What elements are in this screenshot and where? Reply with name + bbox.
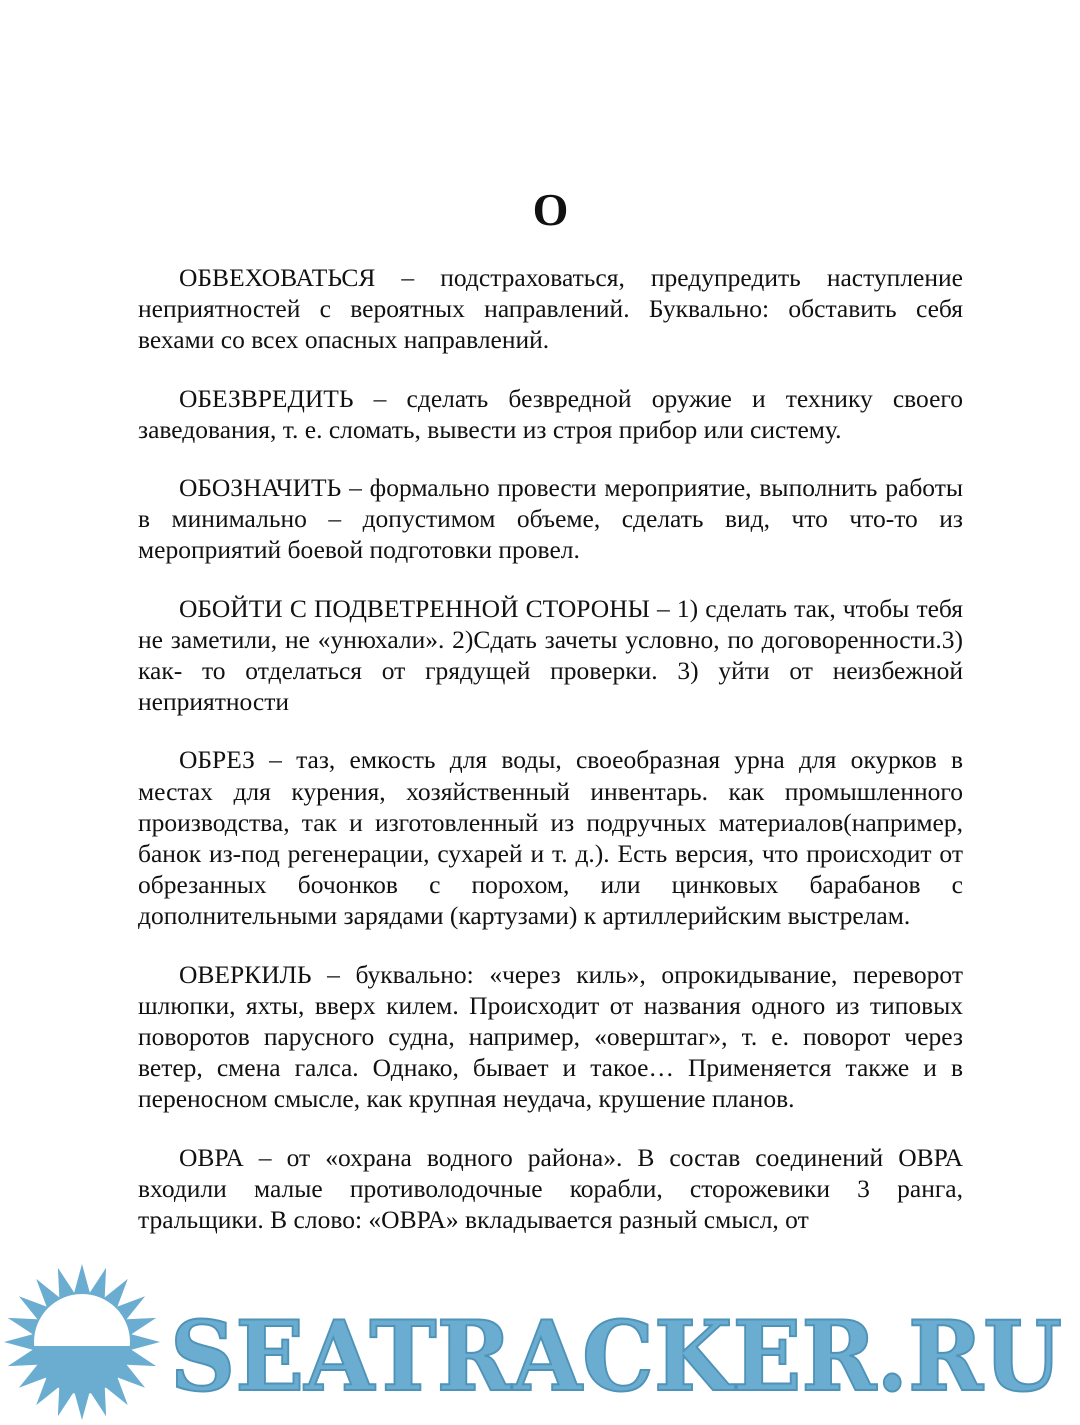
sun-disc-icon: [34, 1294, 130, 1390]
entry-definition: – формально провести мероприятие, выполнить работы в минимально – допустимом объеме, сделать вид, что что-то из мероприятий боевой подготовки провел.: [138, 473, 963, 565]
sun-rays-icon: [4, 1264, 160, 1420]
entry-definition: – подстраховаться, предупредить наступление неприятностей с вероятных направлений. Буквально: обставить себя вехами со всех опасных направлений.: [138, 263, 963, 355]
entry-term: ОБРЕЗ: [179, 745, 255, 775]
entry-term: ОБЕЗВРЕДИТЬ: [179, 383, 354, 413]
entry-term: ОВРА: [179, 1142, 244, 1172]
seatracker-watermark: [0, 1262, 1080, 1425]
glossary-entry: [138, 744, 963, 931]
glossary-entry: [138, 383, 963, 445]
entry-term: ОВЕРКИЛЬ: [179, 959, 312, 989]
glossary-entry: [138, 593, 963, 718]
glossary-entries: [138, 262, 963, 1262]
sun-logo-icon: [4, 1264, 160, 1420]
entry-term: ОБВЕХОВАТЬСЯ: [179, 263, 376, 292]
entry-definition: – сделать безвредной оружие и технику своего заведования, т. е. сломать, вывести из строя прибор или систему.: [138, 383, 963, 444]
glossary-entry: [138, 472, 963, 566]
sun-lower-half-icon: [34, 1346, 130, 1394]
entry-definition: – таз, емкость для воды, своеобразная урна для окурков в местах для курения, хозяйственный инвентарь. как промышленного производства, так и изготовленный из подручных материалов(например, банок из-под регенерации, сухарей и т. д.). Есть версия, что происходит от обрезанных бочонков с порохом, или цинковых барабанов с дополнительными зарядами (картузами) к артиллерийским выстрелам.: [138, 745, 963, 931]
entry-definition: – 1) сделать так, чтобы тебя не заметили, не «унюхали». 2)Сдать зачеты условно, по договоренности.3) как- то отделаться от грядущей проверки. 3) уйти от неизбежной неприятности: [138, 593, 963, 717]
entry-term: ОБОЙТИ С ПОДВЕТРЕННОЙ СТОРОНЫ: [179, 593, 650, 623]
entry-term: ОБОЗНАЧИТЬ: [179, 473, 342, 503]
glossary-entry: [138, 1142, 963, 1236]
entry-definition: – от «охрана водного района». В состав соединений ОВРА входили малые противолодочные корабли, сторожевики 3 ранга, тральщики. В слово: «ОВРА» вкладывается разный смысл, от: [138, 1142, 963, 1235]
section-letter-heading: О: [532, 184, 569, 235]
glossary-entry: [138, 262, 963, 356]
watermark-text: SEATRACKER.RU: [170, 1300, 1062, 1413]
entry-definition: – буквально: «через киль», опрокидывание, переворот шлюпки, яхты, вверх килем. Происходит от названия одного из типовых поворотов парусного судна, например, «оверштаг», т. е. поворот через ветер, смена галса. Однако, бывает и такое… Применяется также и в переносном смысле, как крупная неудача, крушение планов.: [138, 959, 963, 1114]
glossary-entry: [138, 959, 963, 1115]
